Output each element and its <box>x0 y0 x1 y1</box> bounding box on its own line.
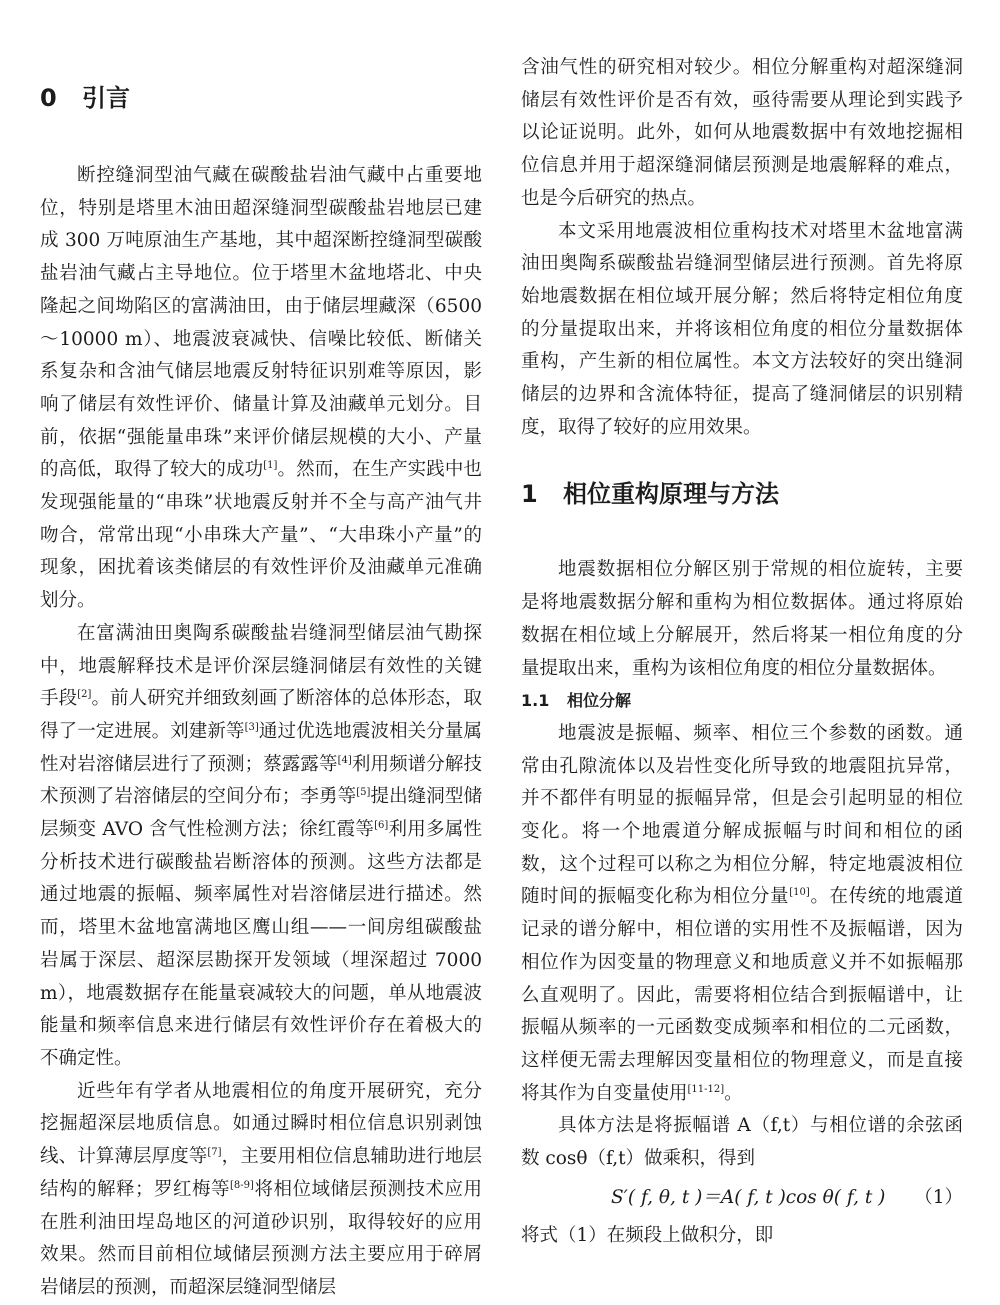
subsection-title: 相位分解 <box>567 691 632 711</box>
section-heading-method <box>521 444 963 518</box>
citation[interactable]: [7] <box>207 1146 222 1158</box>
paragraph: 地震波是振幅、频率、相位三个参数的函数。通常由孔隙流体以及岩性变化所导致的地震阻抗异常，并不都伴有明显的振幅异常，但是会引起明显的相位变化。将一个地震道分解成振幅与时间和相位的函数，这个过程可以称之为相位分解，特定地震波相位随时间的振幅变化称为相位分量[10]。在传统的地震道记录的谱分解中，相位谱的实用性不及振幅谱，因为相位作为因变量的物理意义和地质意义并不如振幅那么直观明了。因此，需要将相位结合到振幅谱中，让振幅从频率的一元函数变成频率和相位的二元函数，这样便无需去理解因变量相位的物理意义，而是直接将其作为自变量使用[11-12]。 <box>521 722 963 1104</box>
citation[interactable]: [5] <box>356 787 371 799</box>
section-number: 0 <box>40 84 57 112</box>
paragraph: 本文采用地震波相位重构技术对塔里木盆地富满油田奥陶系碳酸盐岩缝洞型储层进行预测。首先将原始地震数据在相位域开展分解；然后将特定相位角度的分量提取出来，并将该相位角度的相位分量数据体重构，产生新的相位属性。本文方法较好的突出缝洞储层的边界和含流体特征，提高了缝洞储层的识别精度，取得了较好的应用效果。 <box>521 220 963 438</box>
paragraph: 近些年有学者从地震相位的角度开展研究，充分挖掘超深层地质信息。如通过瞬时相位信息识别剥蚀线、计算薄层厚度等[7]，主要用相位信息辅助进行地层结构的解释；罗红梅等[8-9]将相位域储层预测技术应用在胜利油田埕岛地区的河道砂识别，取得较好的应用效果。然而目前相位域储层预测方法主要应用于碎屑岩储层的预测，而超深层缝洞型储层 <box>40 1080 482 1298</box>
citation[interactable]: [1] <box>263 460 278 472</box>
paragraph: 在富满油田奥陶系碳酸盐岩缝洞型储层油气勘探中，地震解释技术是评价深层缝洞储层有效性的关键手段[2]。前人研究并细致刻画了断溶体的总体形态，取得了一定进展。刘建新等[3]通过优选地震波相关分量属性对岩溶储层进行了预测；蔡露露等[4]利用频谱分解技术预测了岩溶储层的空间分布；李勇等[5]提出缝洞型储层频变 AVO 含气性检测方法；徐红霞等[6]利用多属性分析技术进行碳酸盐岩断溶体的预测。这些方法都是通过地震的振幅、频率属性对岩溶储层进行描述。然而，塔里木盆地富满地区鹰山组——一间房组碳酸盐岩属于深层、超深层勘探开发领域（埋深超过 7000 m），地震数据存在能量衰减较大的问题，单从地震波能量和频率信息来进行储层有效性评价存在着极大的不确定性。 <box>40 622 482 1069</box>
subsection-heading <box>521 685 963 718</box>
citation[interactable]: [11-12] <box>687 1083 725 1095</box>
citation[interactable]: [10] <box>789 887 810 899</box>
paragraph: 地震数据相位分解区别于常规的相位旋转，主要是将地震数据分解和重构为相位数据体。通过将原始数据在相位域上分解展开，然后将某一相位角度的分量提取出来，重构为该相位角度的相位分量数据体。 <box>521 559 963 679</box>
right-column <box>521 52 963 1253</box>
equation-1 <box>521 1176 963 1220</box>
paragraph-continued: 含油气性的研究相对较少。相位分解重构对超深缝洞储层有效性评价是否有效，亟待需要从理论到实践予以论证说明。此外，如何从地震数据中有效地挖掘相位信息并用于超深缝洞储层预测是地震解释的难点，也是今后研究的热点。 <box>521 57 963 209</box>
section-title: 引言 <box>82 84 130 112</box>
citation[interactable]: [2] <box>77 689 92 701</box>
equation-number: （1） <box>914 1186 963 1208</box>
citation[interactable]: [6] <box>374 819 389 831</box>
paragraph: 将式（1）在频段上做积分，即 <box>521 1224 774 1246</box>
citation[interactable]: [4] <box>337 754 352 766</box>
paragraph: 具体方法是将振幅谱 A（f,t）与相位谱的余弦函数 cosθ（f,t）做乘积，得到 <box>521 1115 963 1170</box>
equation-body: S′( f, θ, t )＝A( f, t )cos θ( f, t ) <box>611 1186 886 1208</box>
left-column <box>40 52 482 1305</box>
citation[interactable]: [3] <box>244 721 259 733</box>
section-title: 相位重构原理与方法 <box>563 480 779 509</box>
heading-spacer <box>521 518 963 554</box>
citation[interactable]: [8-9] <box>230 1179 254 1191</box>
subsection-number: 1.1 <box>521 691 550 711</box>
section-number: 1 <box>521 480 538 509</box>
heading-spacer <box>40 136 482 160</box>
section-heading-introduction <box>40 52 482 136</box>
paragraph: 断控缝洞型油气藏在碳酸盐岩油气藏中占重要地位，特别是塔里木油田超深缝洞型碳酸盐岩地层已建成 300 万吨原油生产基地，其中超深断控缝洞型碳酸盐岩油气藏占主导地位。位于塔里木盆地塔北、中央隆起之间坳陷区的富满油田，由于储层埋藏深（6500～10000 m）、地震波衰减快、信噪比较低、断储关系复杂和含油气储层地震反射特征识别难等原因，影响了储层有效性评价、储量计算及油藏单元划分。目前，依据“强能量串珠”来评价储层规模的大小、产量的高低，取得了较大的成功[1]。然而，在生产实践中也发现强能量的“串珠”状地震反射并不全与高产油气井吻合，常常出现“小串珠大产量”、“大串珠小产量”的现象，困扰着该类储层的有效性评价及油藏单元准确划分。 <box>40 165 482 612</box>
